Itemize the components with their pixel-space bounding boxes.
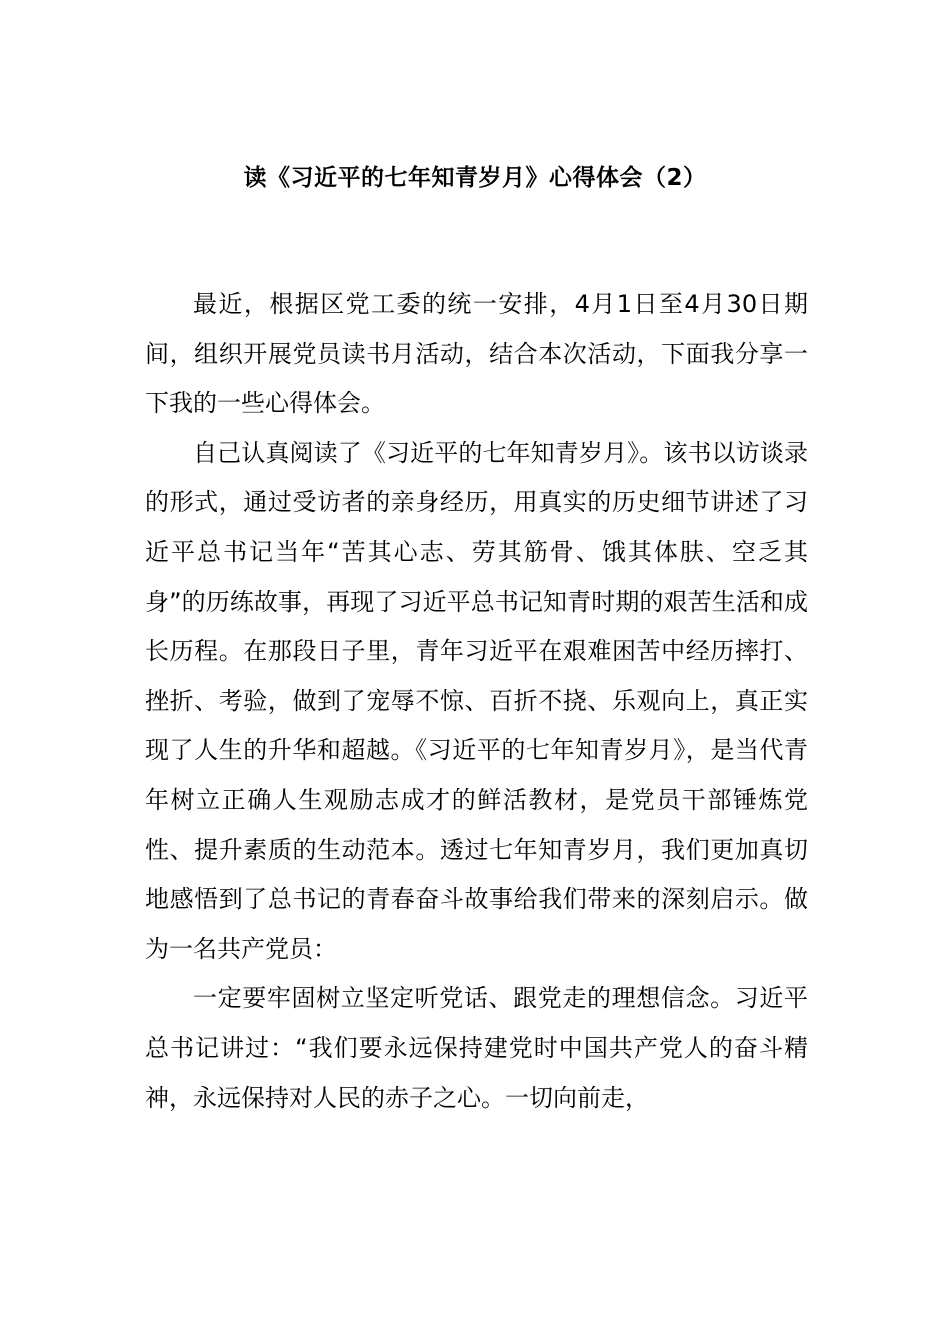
paragraph-book-review: 自己认真阅读了《习近平的七年知青岁月》。该书以访谈录的形式，通过受访者的亲身经历，用真实的历史细节讲述了习近平总书记当年“苦其心志、劳其筋骨、饿其体肤、空乏其身”的历练故事，再现了习近平总书记知青时期的艰苦生活和成长历程。在那段日子里，青年习近平在艰难困苦中经历摔打、挫折、考验，做到了宠辱不惊、百折不挠、乐观向上，真正实现了人生的升华和超越。《习近平的七年知青岁月》，是当代青年树立正确人生观励志成才的鲜活教材，是党员干部锤炼党性、提升素质的生动范本。透过七年知青岁月，我们更加真切地感悟到了总书记的青春奋斗故事给我们带来的深刻启示。做为一名共产党员： (145, 438, 808, 963)
document-title: 读《习近平的七年知青岁月》心得体会（2） (243, 165, 707, 191)
document-body (145, 280, 808, 1123)
paragraph-ideals-belief: 一定要牢固树立坚定听党话、跟党走的理想信念。习近平总书记讲过：“我们要永远保持建党时中国共产党人的奋斗精神，永远保持对人民的赤子之心。一切向前走， (145, 984, 808, 1112)
paragraph-intro: 最近，根据区党工委的统一安排，4月1日至4月30日期间，组织开展党员读书月活动，结合本次活动，下面我分享一下我的一些心得体会。 (145, 290, 808, 418)
